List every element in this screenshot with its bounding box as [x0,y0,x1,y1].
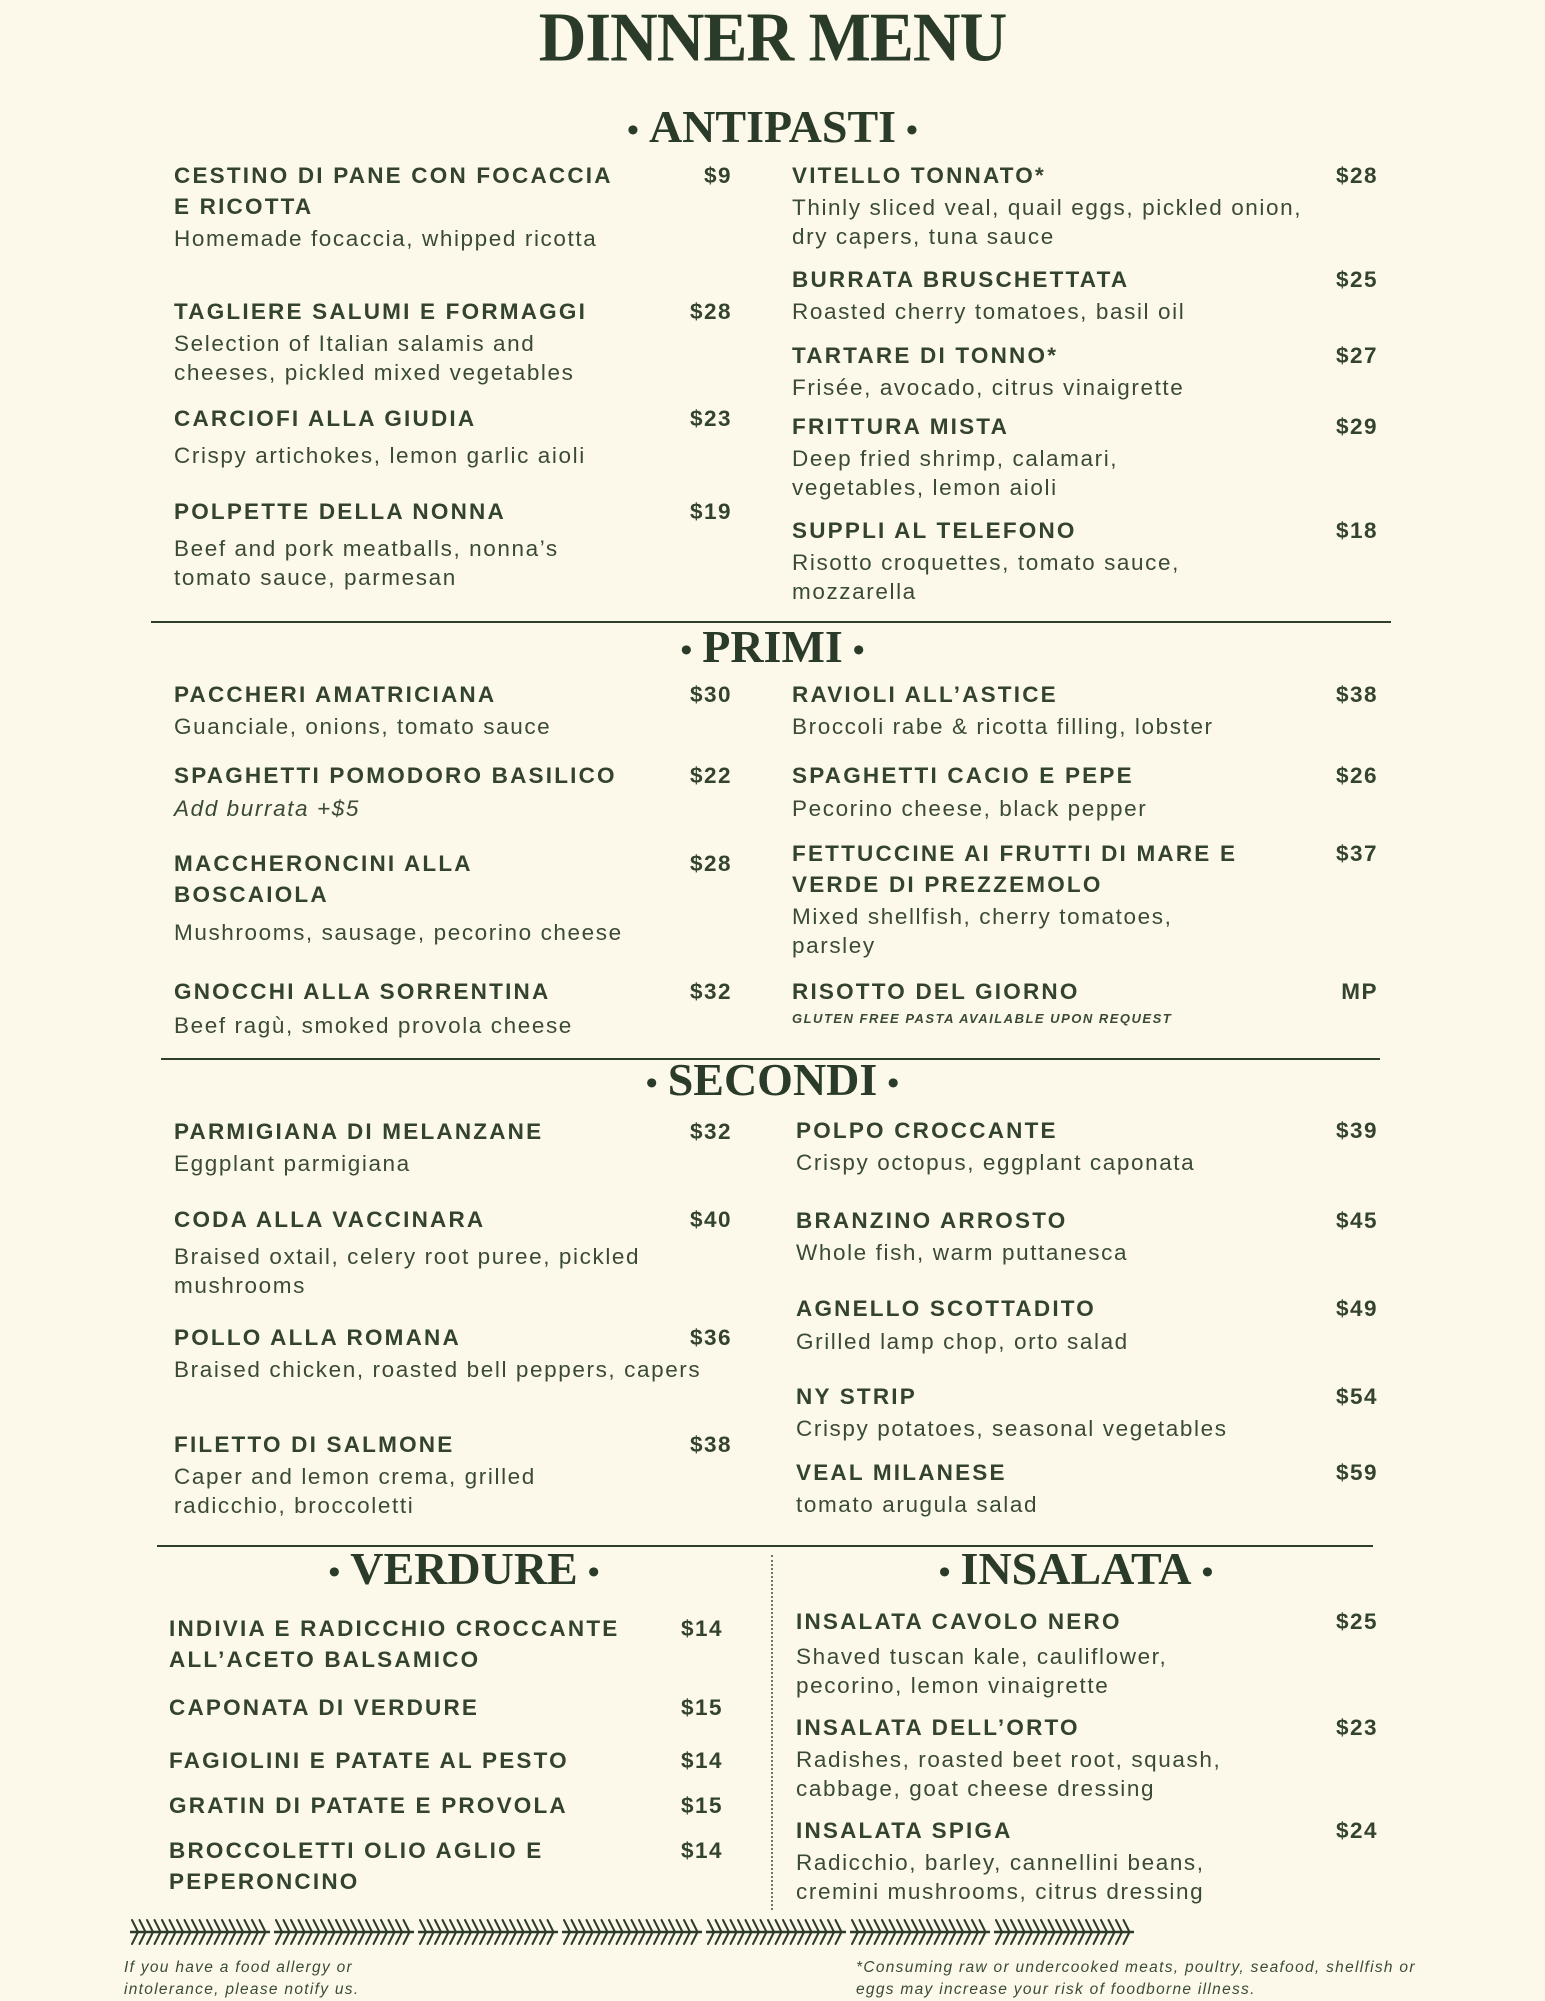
menu-item [792,340,1378,402]
section-title-text: INSALATA [960,1543,1192,1594]
section-title-secondi [0,1053,1545,1106]
bullet-icon: • [906,112,918,150]
fern-sprig [562,1920,702,1944]
item-description: Mushrooms, sausage, pecorino cheese [174,920,623,945]
bullet-icon: • [328,1554,341,1592]
item-description: Selection of Italian salamis and cheeses, pickled mixed vegetables [174,331,575,385]
menu-item [792,515,1378,606]
item-description: Crispy artichokes, lemon garlic aioli [174,443,586,468]
item-price: $24 [1335,1818,1378,1843]
item-price: $38 [689,1432,732,1457]
menu-item [796,1606,1378,1700]
menu-item [174,760,732,823]
item-name: SUPPLI AL TELEFONO [792,518,1077,543]
menu-item [796,1115,1378,1177]
item-price: $28 [689,851,732,876]
item-name: GRATIN DI PATATE E PROVOLA [169,1793,568,1818]
item-description: Radicchio, barley, cannellini beans, cremini mushrooms, citrus dressing [796,1850,1205,1904]
item-description: Crispy octopus, eggplant caponata [796,1150,1196,1175]
item-name: INSALATA DELL’ORTO [796,1715,1080,1740]
menu-item [796,1293,1378,1356]
item-description: Pecorino cheese, black pepper [792,796,1148,821]
item-name: CAPONATA DI VERDURE [169,1695,480,1720]
item-name: BURRATA BRUSCHETTATA [792,267,1130,292]
menu-item [796,1457,1378,1519]
item-description: Eggplant parmigiana [174,1151,411,1176]
item-price: $45 [1335,1208,1378,1233]
menu-item [796,1205,1378,1267]
menu-item [792,160,1378,251]
item-description: Thinly sliced veal, quail eggs, pickled onion, dry capers, tuna sauce [792,195,1303,249]
bullet-icon: • [627,112,639,150]
item-name: VITELLO TONNATO* [792,163,1046,188]
menu-title: DINNER MENU [538,0,1007,77]
item-name: SPAGHETTI CACIO E PEPE [792,763,1134,788]
section-title-insalata [771,1542,1381,1595]
item-name: BROCCOLETTI OLIO AGLIO E PEPERONCINO [169,1838,544,1894]
raw-food-disclaimer: *Consuming raw or undercooked meats, poultry, seafood, shellfish or eggs may increase your risk of foodborne illness. [856,1959,1416,1998]
item-price: $19 [689,499,732,524]
item-description: Risotto croquettes, tomato sauce, mozzarella [792,550,1180,604]
item-description: Broccoli rabe & ricotta filling, lobster [792,714,1214,739]
item-name: VEAL MILANESE [796,1460,1007,1485]
item-name: GNOCCHI ALLA SORRENTINA [174,979,551,1004]
item-name: INDIVIA E RADICCHIO CROCCANTE ALL’ACETO BALSAMICO [169,1616,620,1672]
section-title-text: SECONDI [667,1054,878,1105]
menu-item [174,296,732,387]
item-price: $36 [689,1325,732,1350]
item-price: $54 [1335,1384,1378,1409]
fern-sprig [130,1920,270,1944]
item-price: $30 [689,682,732,707]
item-description: Homemade focaccia, whipped ricotta [174,226,598,251]
fern-sprig [706,1920,846,1944]
menu-item [174,1429,732,1520]
item-description: Frisée, avocado, citrus vinaigrette [792,375,1185,400]
item-price: $22 [689,763,732,788]
item-price: $49 [1335,1296,1378,1321]
item-description: Guanciale, onions, tomato sauce [174,714,552,739]
item-name: FILETTO DI SALMONE [174,1432,455,1457]
fern-sprig [418,1920,558,1944]
item-price: $39 [1335,1118,1378,1143]
item-price: $59 [1335,1460,1378,1485]
item-name: POLPETTE DELLA NONNA [174,499,506,524]
item-name: POLLO ALLA ROMANA [174,1325,461,1350]
item-description: Radishes, roasted beet root, squash, cabbage, goat cheese dressing [796,1747,1222,1801]
item-description: Beef ragù, smoked provola cheese [174,1013,573,1038]
menu-item [174,160,732,253]
item-price: $25 [1335,267,1378,292]
menu-item [174,1204,732,1300]
item-price: $23 [689,406,732,431]
item-price: $14 [680,1616,723,1641]
item-price: $27 [1335,343,1378,368]
item-price: $23 [1335,1715,1378,1740]
menu-item [169,1692,723,1723]
item-name: PARMIGIANA DI MELANZANE [174,1119,544,1144]
bullet-icon: • [645,1065,658,1103]
item-price: $14 [680,1748,723,1773]
item-name: POLPO CROCCANTE [796,1118,1058,1143]
section-title-text: VERDURE [350,1543,578,1594]
item-name: CARCIOFI ALLA GIUDIA [174,406,477,431]
item-name: SPAGHETTI POMODORO BASILICO [174,763,617,788]
section-title-primi [0,620,1545,673]
menu-item [169,1835,723,1897]
item-name: INSALATA CAVOLO NERO [796,1609,1122,1634]
item-name: RAVIOLI ALL’ASTICE [792,682,1058,707]
item-description: Mixed shellfish, cherry tomatoes, parsley [792,904,1173,958]
fern-sprig [850,1920,990,1944]
item-description: tomato arugula salad [796,1492,1039,1517]
allergy-note: If you have a food allergy or intolerance, please notify us. [124,1959,360,1998]
bullet-icon: • [1201,1554,1214,1592]
menu-item [174,848,732,947]
item-price: $14 [680,1838,723,1863]
item-description: Roasted cherry tomatoes, basil oil [792,299,1186,324]
menu-item [169,1790,723,1821]
item-price: $9 [703,163,732,188]
column-divider [771,1555,773,1910]
fern-sprig [274,1920,414,1944]
fern-border-decoration [0,1912,1545,1952]
item-description: Caper and lemon crema, grilled radicchio, broccoletti [174,1464,536,1518]
item-name: AGNELLO SCOTTADITO [796,1296,1097,1321]
item-price: $32 [689,979,732,1004]
menu-item [174,1322,732,1384]
gluten-free-note: GLUTEN FREE PASTA AVAILABLE UPON REQUEST [792,1011,1173,1026]
menu-item [792,264,1378,326]
item-price: $29 [1335,414,1378,439]
bullet-icon: • [587,1554,600,1592]
section-title-text: PRIMI [702,621,843,672]
menu-item [169,1745,723,1776]
menu-item [796,1815,1378,1906]
item-description: Braised chicken, roasted bell peppers, capers [174,1357,702,1382]
item-price: $40 [689,1207,732,1232]
menu-item [792,976,1378,1026]
item-price: $38 [1335,682,1378,707]
item-name: BRANZINO ARROSTO [796,1208,1068,1233]
item-description: Whole fish, warm puttanesca [796,1240,1129,1265]
item-price: $18 [1335,518,1378,543]
item-description: Shaved tuscan kale, cauliflower, pecorino, lemon vinaigrette [796,1644,1168,1698]
item-description: Add burrata +$5 [174,796,360,821]
item-price: $28 [1335,163,1378,188]
menu-item [792,760,1378,823]
bullet-icon: • [852,632,865,670]
bullet-icon: • [887,1065,900,1103]
menu-item [792,679,1378,741]
item-name: CODA ALLA VACCINARA [174,1207,486,1232]
section-title-antipasti [0,100,1545,153]
section-title-verdure [157,1542,771,1595]
item-description: Crispy potatoes, seasonal vegetables [796,1416,1228,1441]
item-price: $28 [689,299,732,324]
item-price: $26 [1335,763,1378,788]
menu-item [174,1116,732,1178]
menu-item [174,496,732,592]
item-name: FAGIOLINI E PATATE AL PESTO [169,1748,569,1773]
menu-item [174,679,732,741]
item-description: Deep fried shrimp, calamari, vegetables, lemon aioli [792,446,1119,500]
item-name: FETTUCCINE AI FRUTTI DI MARE E VERDE DI PREZZEMOLO [792,841,1238,897]
item-name: MACCHERONCINI ALLA BOSCAIOLA [174,851,472,907]
item-price: $15 [680,1793,723,1818]
item-price: $25 [1335,1609,1378,1634]
item-name: TARTARE DI TONNO* [792,343,1059,368]
item-name: TAGLIERE SALUMI E FORMAGGI [174,299,588,324]
item-name: RISOTTO DEL GIORNO [792,979,1080,1004]
menu-item [792,411,1378,502]
menu-item [174,976,732,1040]
item-price: $37 [1335,841,1378,866]
item-price: MP [1341,979,1378,1004]
fern-sprig [994,1920,1134,1944]
item-description: Beef and pork meatballs, nonna’s tomato sauce, parmesan [174,536,559,590]
menu-item [174,403,732,470]
section-title-text: ANTIPASTI [648,101,897,152]
item-price: $15 [680,1695,723,1720]
item-name: FRITTURA MISTA [792,414,1010,439]
bullet-icon: • [938,1554,951,1592]
menu-item [792,838,1378,960]
menu-item [796,1381,1378,1443]
item-name: CESTINO DI PANE CON FOCACCIA E RICOTTA [174,163,612,219]
item-price: $32 [689,1119,732,1144]
item-description: Braised oxtail, celery root puree, pickled mushrooms [174,1244,641,1298]
item-name: PACCHERI AMATRICIANA [174,682,497,707]
item-name: INSALATA SPIGA [796,1818,1013,1843]
bullet-icon: • [680,632,693,670]
menu-item [169,1613,723,1675]
menu-item [796,1712,1378,1803]
item-description: Grilled lamp chop, orto salad [796,1329,1129,1354]
item-name: NY STRIP [796,1384,917,1409]
